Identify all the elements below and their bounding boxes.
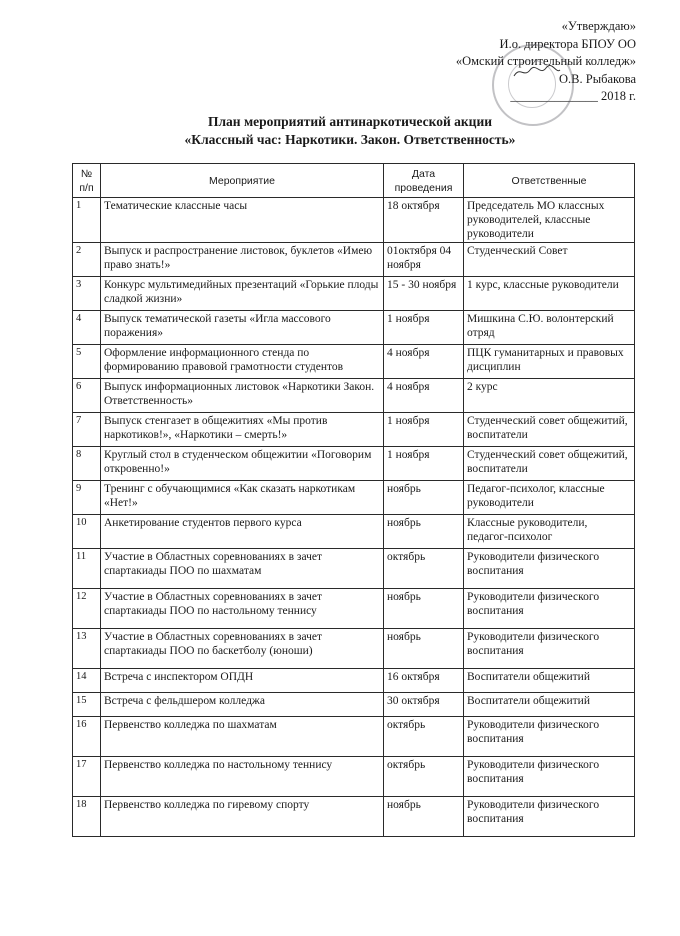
table-row (73, 797, 635, 837)
cell-num: 17 (73, 757, 101, 797)
cell-event: Анкетирование студентов первого курса (101, 515, 384, 549)
table-row (73, 481, 635, 515)
table-row (73, 243, 635, 277)
cell-date: 1 ноября (384, 413, 464, 447)
cell-num: 13 (73, 629, 101, 669)
cell-date: ноябрь (384, 515, 464, 549)
cell-event: Участие в Областных соревнованиях в зачет спартакиады ПОО по баскетболу (юноши) (101, 629, 384, 669)
cell-num: 3 (73, 277, 101, 311)
cell-date: октябрь (384, 549, 464, 589)
cell-responsible: Студенческий совет общежитий, воспитатели (464, 413, 635, 447)
header-responsible: Ответственные (464, 164, 635, 198)
cell-event: Встреча с инспектором ОПДН (101, 669, 384, 693)
approval-year: 2018 г. (601, 89, 636, 103)
cell-num: 16 (73, 717, 101, 757)
cell-event: Выпуск и распространение листовок, буклетов «Имею право знать!» (101, 243, 384, 277)
cell-event: Выпуск стенгазет в общежитиях «Мы против наркотиков!», «Наркотики – смерть!» (101, 413, 384, 447)
table-body (73, 198, 635, 837)
cell-event: Первенство колледжа по шахматам (101, 717, 384, 757)
cell-event: Первенство колледжа по настольному теннису (101, 757, 384, 797)
cell-responsible: Председатель МО классных руководителей, классные руководители (464, 198, 635, 243)
title-line-2: «Классный час: Наркотики. Закон. Ответственность» (184, 132, 516, 147)
table-row (73, 589, 635, 629)
table-row (73, 311, 635, 345)
cell-event: Тематические классные часы (101, 198, 384, 243)
cell-responsible: Студенческий совет общежитий, воспитатели (464, 447, 635, 481)
table-row (73, 549, 635, 589)
table-row (73, 198, 635, 243)
cell-event: Оформление информационного стенда по формированию правовой грамотности студентов (101, 345, 384, 379)
approval-signer: О.В. Рыбакова (559, 71, 636, 86)
cell-date: октябрь (384, 757, 464, 797)
cell-num: 6 (73, 379, 101, 413)
table-row (73, 277, 635, 311)
cell-responsible: ПЦК гуманитарных и правовых дисциплин (464, 345, 635, 379)
cell-date: 18 октября (384, 198, 464, 243)
cell-responsible: Студенческий Совет (464, 243, 635, 277)
cell-date: ноябрь (384, 797, 464, 837)
table-row (73, 379, 635, 413)
header-date: Дата проведения (384, 164, 464, 198)
table-row (73, 757, 635, 797)
table-row (73, 717, 635, 757)
cell-responsible: Руководители физического воспитания (464, 629, 635, 669)
cell-event: Конкурс мультимедийных презентаций «Горькие плоды сладкой жизни» (101, 277, 384, 311)
cell-event: Участие в Областных соревнованиях в зачет спартакиады ПОО по настольному теннису (101, 589, 384, 629)
cell-date: 30 октября (384, 693, 464, 717)
cell-event: Выпуск тематической газеты «Игла массового поражения» (101, 311, 384, 345)
cell-date: 4 ноября (384, 379, 464, 413)
approval-line: «Утверждаю» (561, 19, 636, 33)
approval-line: И.о. директора БПОУ ОО (499, 36, 636, 51)
cell-num: 8 (73, 447, 101, 481)
cell-date: 15 - 30 ноября (384, 277, 464, 311)
table-row (73, 413, 635, 447)
table-row (73, 629, 635, 669)
table-row (73, 669, 635, 693)
cell-responsible: Руководители физического воспитания (464, 717, 635, 757)
cell-num: 4 (73, 311, 101, 345)
cell-responsible: Классные руководители, педагог-психолог (464, 515, 635, 549)
cell-responsible: Руководители физического воспитания (464, 589, 635, 629)
signature-mark (512, 64, 562, 80)
cell-date: ноябрь (384, 629, 464, 669)
cell-responsible: Руководители физического воспитания (464, 797, 635, 837)
cell-num: 18 (73, 797, 101, 837)
cell-event: Круглый стол в студенческом общежитии «Поговорим откровенно!» (101, 447, 384, 481)
cell-responsible: Руководители физического воспитания (464, 757, 635, 797)
cell-num: 2 (73, 243, 101, 277)
title-line-1: План мероприятий антинаркотической акции (207, 114, 493, 129)
cell-num: 15 (73, 693, 101, 717)
cell-event: Тренинг с обучающимися «Как сказать наркотикам «Нет!» (101, 481, 384, 515)
table-header-row (73, 164, 635, 198)
cell-responsible: Педагог-психолог, классные руководители (464, 481, 635, 515)
cell-event: Встреча с фельдшером колледжа (101, 693, 384, 717)
cell-num: 12 (73, 589, 101, 629)
cell-num: 7 (73, 413, 101, 447)
cell-date: 01октября 04 ноября (384, 243, 464, 277)
table-row (73, 515, 635, 549)
cell-num: 5 (73, 345, 101, 379)
cell-date: 1 ноября (384, 311, 464, 345)
cell-responsible: Воспитатели общежитий (464, 669, 635, 693)
cell-responsible: 1 курс, классные руководители (464, 277, 635, 311)
cell-event: Участие в Областных соревнованиях в зачет спартакиады ПОО по шахматам (101, 549, 384, 589)
cell-date: октябрь (384, 717, 464, 757)
approval-line: «Омский строительный колледж» (455, 54, 636, 68)
header-event: Мероприятие (101, 164, 384, 198)
cell-event: Выпуск информационных листовок «Наркотики Закон. Ответственность» (101, 379, 384, 413)
cell-date: 16 октября (384, 669, 464, 693)
approval-date: ______________ 2018 г. (510, 89, 636, 103)
events-table (72, 163, 635, 837)
cell-num: 10 (73, 515, 101, 549)
cell-date: ноябрь (384, 589, 464, 629)
cell-date: 4 ноября (384, 345, 464, 379)
cell-date: 1 ноября (384, 447, 464, 481)
table-row (73, 447, 635, 481)
cell-num: 1 (73, 198, 101, 243)
header-num: № п/п (73, 164, 101, 198)
cell-event: Первенство колледжа по гиревому спорту (101, 797, 384, 837)
cell-responsible: Руководители физического воспитания (464, 549, 635, 589)
page-title (140, 113, 560, 149)
cell-responsible: 2 курс (464, 379, 635, 413)
cell-num: 11 (73, 549, 101, 589)
cell-num: 9 (73, 481, 101, 515)
cell-responsible: Воспитатели общежитий (464, 693, 635, 717)
cell-num: 14 (73, 669, 101, 693)
cell-date: ноябрь (384, 481, 464, 515)
table-row (73, 693, 635, 717)
table-row (73, 345, 635, 379)
cell-responsible: Мишкина С.Ю. волонтерский отряд (464, 311, 635, 345)
